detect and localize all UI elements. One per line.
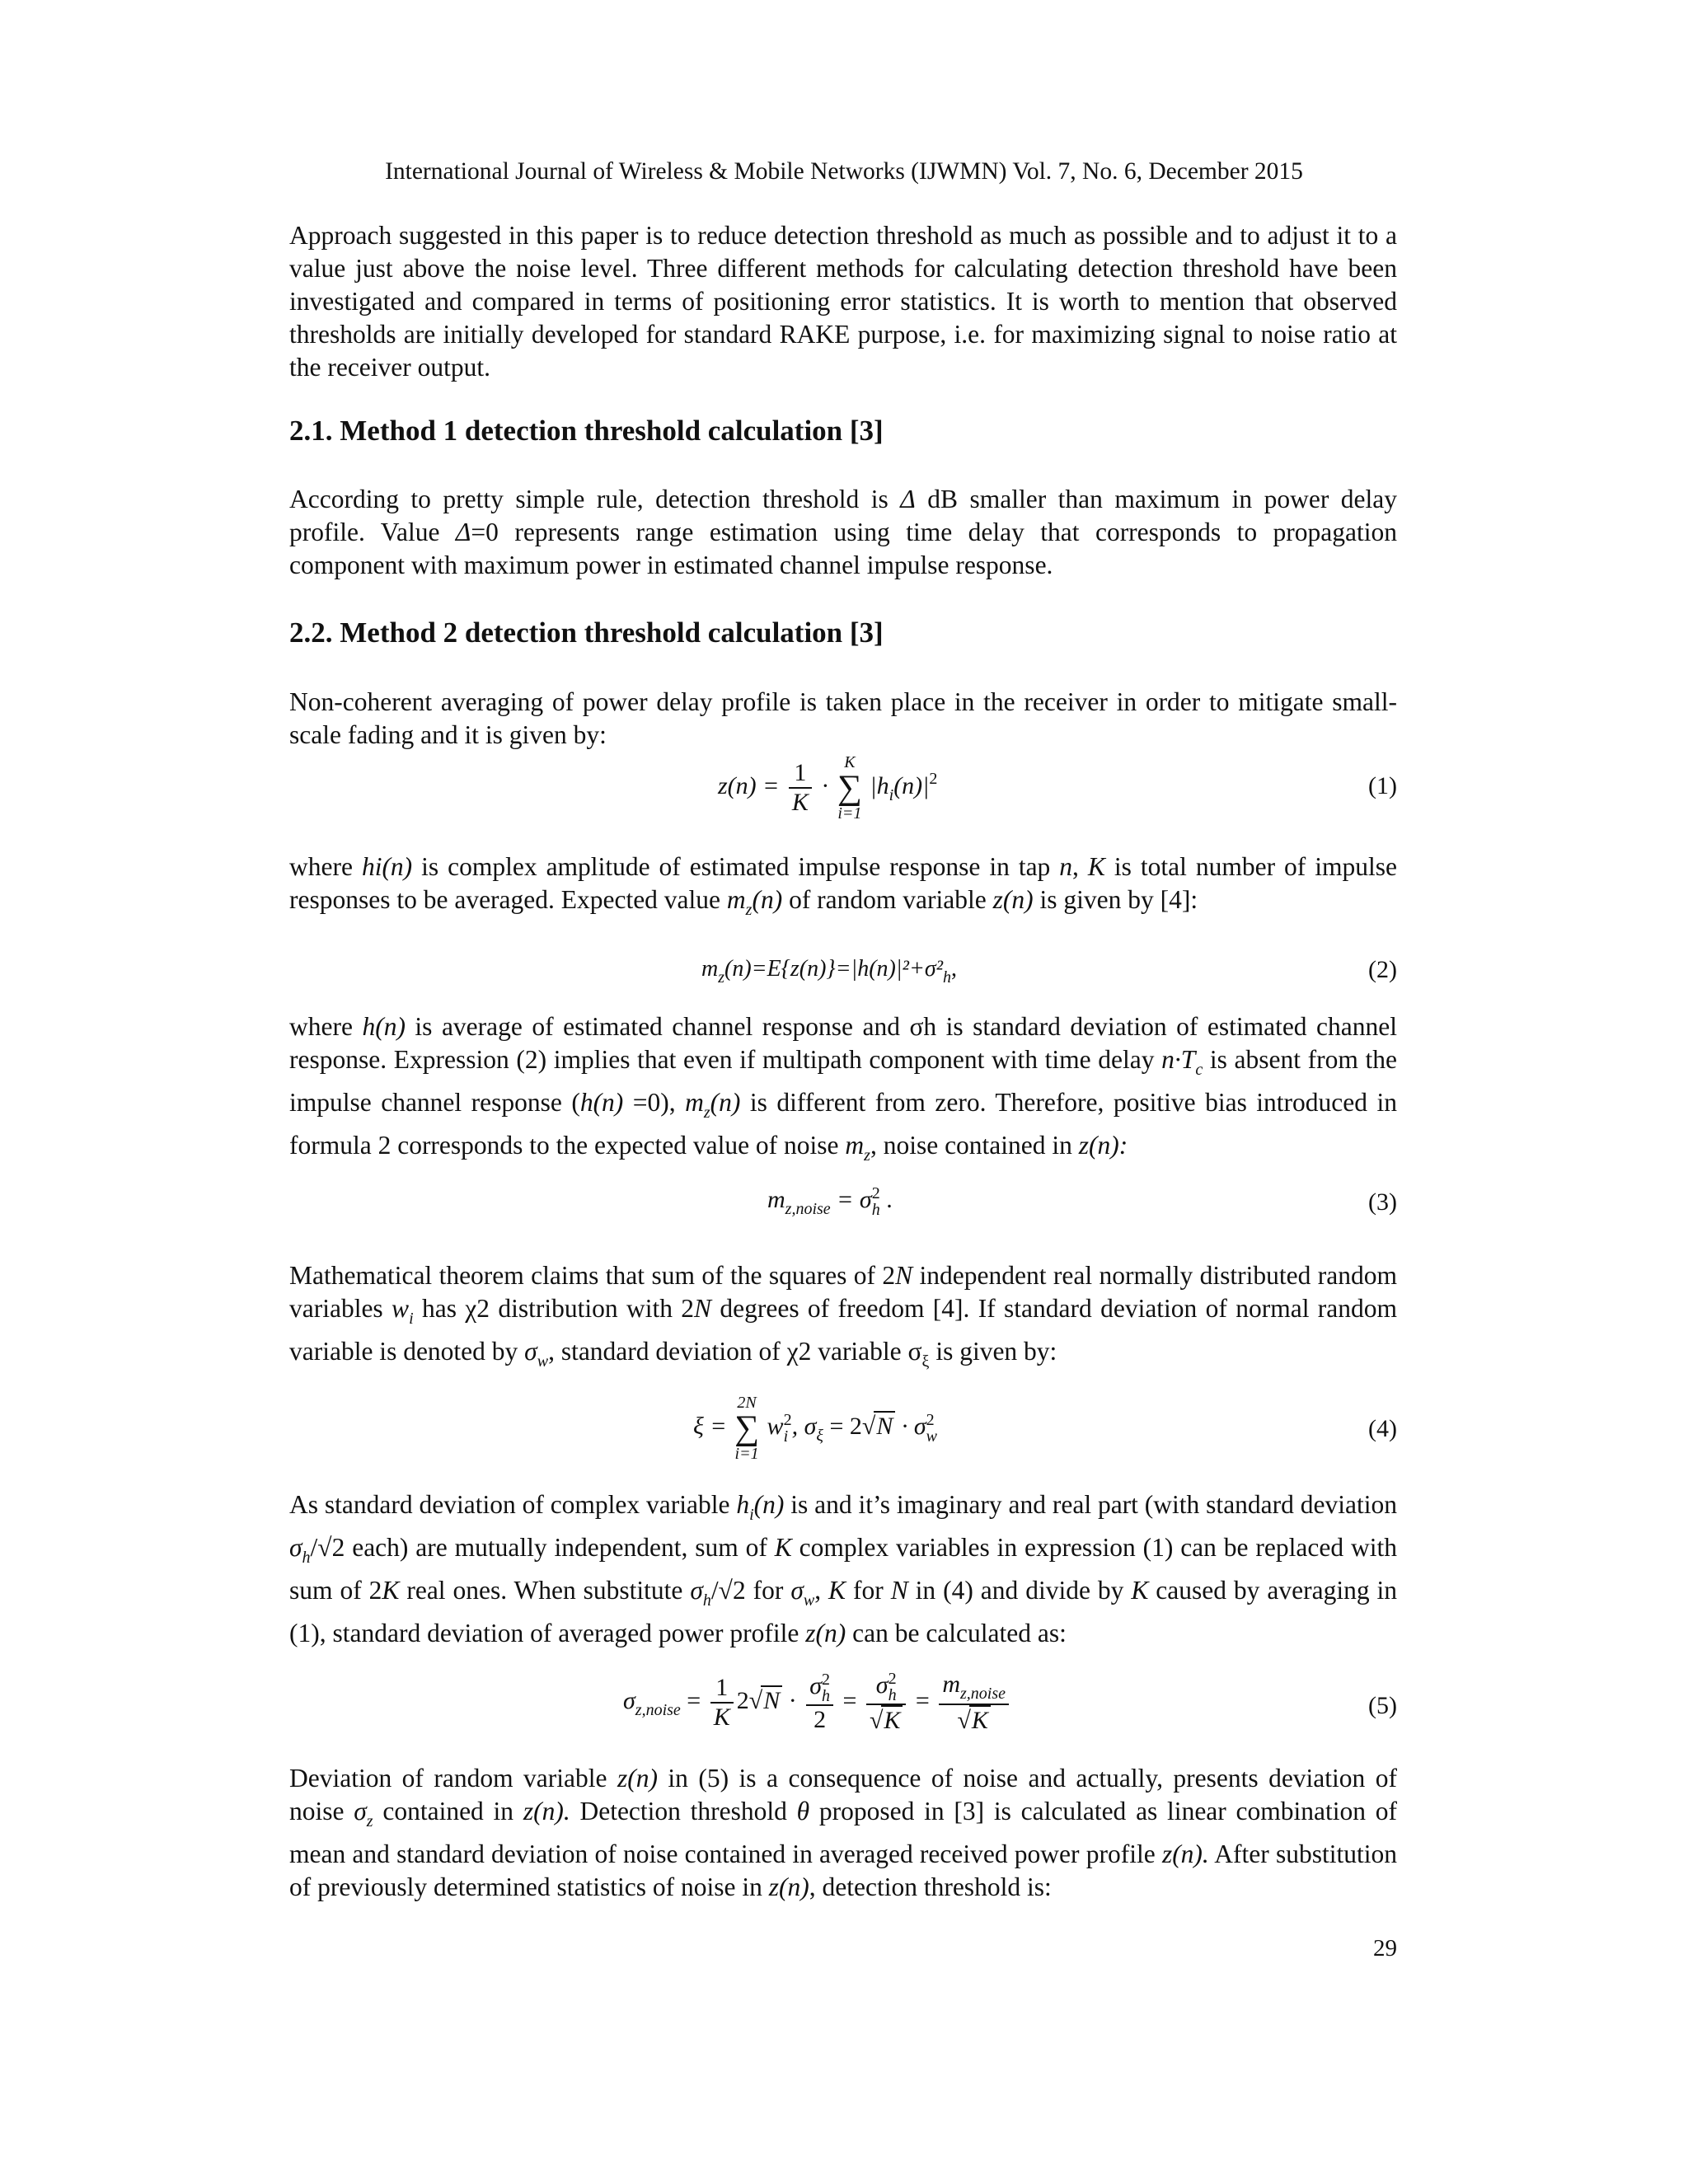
- intro-paragraph: [289, 219, 1397, 384]
- section-2-1-heading: [289, 415, 1397, 448]
- equation-1: [289, 753, 1397, 823]
- paragraph-text: where hi(n) is complex amplitude of estimated impulse response in tap n, K is total number of impulse responses to be averaged. Expected value $m_z(n)$ of random variable z(n) is given by [4]:: [289, 852, 1398, 919]
- equation-number: (1): [1368, 772, 1397, 799]
- section-2-2-paragraph-2: [289, 851, 1397, 926]
- equation-5: [289, 1670, 1397, 1734]
- equation-number: (3): [1368, 1188, 1397, 1216]
- equation-number: (5): [1368, 1692, 1397, 1719]
- section-2-2-paragraph-5: [289, 1488, 1397, 1650]
- equation-number: (4): [1368, 1415, 1397, 1442]
- section-2-2-paragraph-1: [289, 686, 1397, 752]
- paragraph-text: As standard deviation of complex variable $h_i(n)$ is and it’s imaginary and real part (with standard deviation $\sigma_h/√2$ each) are mutually independent, sum of K complex variables in expression (1) can be replaced with sum of 2K real ones. When substitute $\sigma_h/√2$ for $\sigma_w$, K for N in (4) and divide by K caused by averaging in (1), standard deviation of averaged power profile z(n) can be calculated as:: [289, 1490, 1398, 1647]
- section-2-1-paragraph: [289, 483, 1397, 582]
- section-2-2-heading: [289, 616, 1397, 649]
- paragraph-text: where h(n) is average of estimated channel response and σh is standard deviation of estimated channel response. Expression (2) implies that even if multipath component with time delay $n\cdot T_c$ is absent from the impulse channel response (h(n) =0), $m_z(n)$ is different from zero. Therefore, positive bias introduced in formula 2 corresponds to the expected value of noise $m_z$, noise contained in z(n):: [289, 1012, 1397, 1165]
- equation-3: [289, 1184, 1397, 1219]
- section-2-2-paragraph-4: [289, 1259, 1397, 1378]
- section-heading: 2.1. Method 1 detection threshold calculation [3]: [289, 415, 884, 447]
- equation-2: [289, 956, 1397, 987]
- equation-4-body: ξ = 2N ∑ i=1 w 2 i , $\sigma_\xi = 2√N \cdot \sigma$ 2 w: [693, 1394, 937, 1463]
- equation-number: (2): [1368, 956, 1397, 983]
- equation-2-body: $m_z(n)=E\{z(n)\}=|h(n)|^2+\sigma^2_h$,: [701, 956, 958, 987]
- paragraph-text: Deviation of random variable z(n) in (5) is a consequence of noise and actually, presents deviation of noise $\sigma_z$ contained in z(n). Detection threshold θ proposed in [3] is calculated as linear combination of mean and standard deviation of noise contained in averaged received power profile z(n). After substitution of previously determined statistics of noise in z(n), detection threshold is:: [289, 1764, 1397, 1901]
- running-header: International Journal of Wireless & Mobile Networks (IJWMN) Vol. 7, No. 6, December 2015: [385, 158, 1303, 185]
- section-2-2-paragraph-6: [289, 1762, 1397, 1904]
- section-heading: 2.2. Method 2 detection threshold calculation [3]: [289, 616, 884, 649]
- equation-1-body: z(n) = $\frac{1}{K}$ · K ∑ i=1 $|h_i(n)|^2$: [718, 753, 938, 823]
- section-2-2-paragraph-3: [289, 1010, 1397, 1172]
- equation-5-body: $\sigma_{z,noise}$ = $\frac{1}{K}$ 2√N · σ 2 h 2 = σ 2 h √K = $\frac{m_{z,noise}}{√K}$: [623, 1671, 1012, 1735]
- paragraph-text: Mathematical theorem claims that sum of the squares of 2N independent real normally distributed random variables $w_i$ has χ2 distribution with 2N degrees of freedom [4]. If standard deviation of normal random variable is denoted by $\sigma_w$, standard deviation of χ2 variable $\sigma_\xi$ is given by:: [289, 1261, 1398, 1371]
- paragraph-text: According to pretty simple rule, detection threshold is Δ dB smaller than maximum in power delay profile. Value Δ=0 represents range estimation using time delay that corresponds to propagation component with maximum power in estimated channel impulse response.: [289, 485, 1397, 579]
- intro-text: Approach suggested in this paper is to reduce detection threshold as much as possible and to adjust it to a value just above the noise level. Three different methods for calculating detection threshold have been investigated and compared in terms of positioning error statistics. It is worth to mention that observed thresholds are initially developed for standard RAKE purpose, i.e. for maximizing signal to noise ratio at the receiver output.: [289, 221, 1397, 382]
- page-number: 29: [1373, 1935, 1397, 1961]
- equation-3-body: $m_{z,noise} = \sigma$ 2 h .: [767, 1184, 893, 1219]
- paragraph-text: Non-coherent averaging of power delay profile is taken place in the receiver in order to mitigate small-scale fading and it is given by:: [289, 687, 1397, 749]
